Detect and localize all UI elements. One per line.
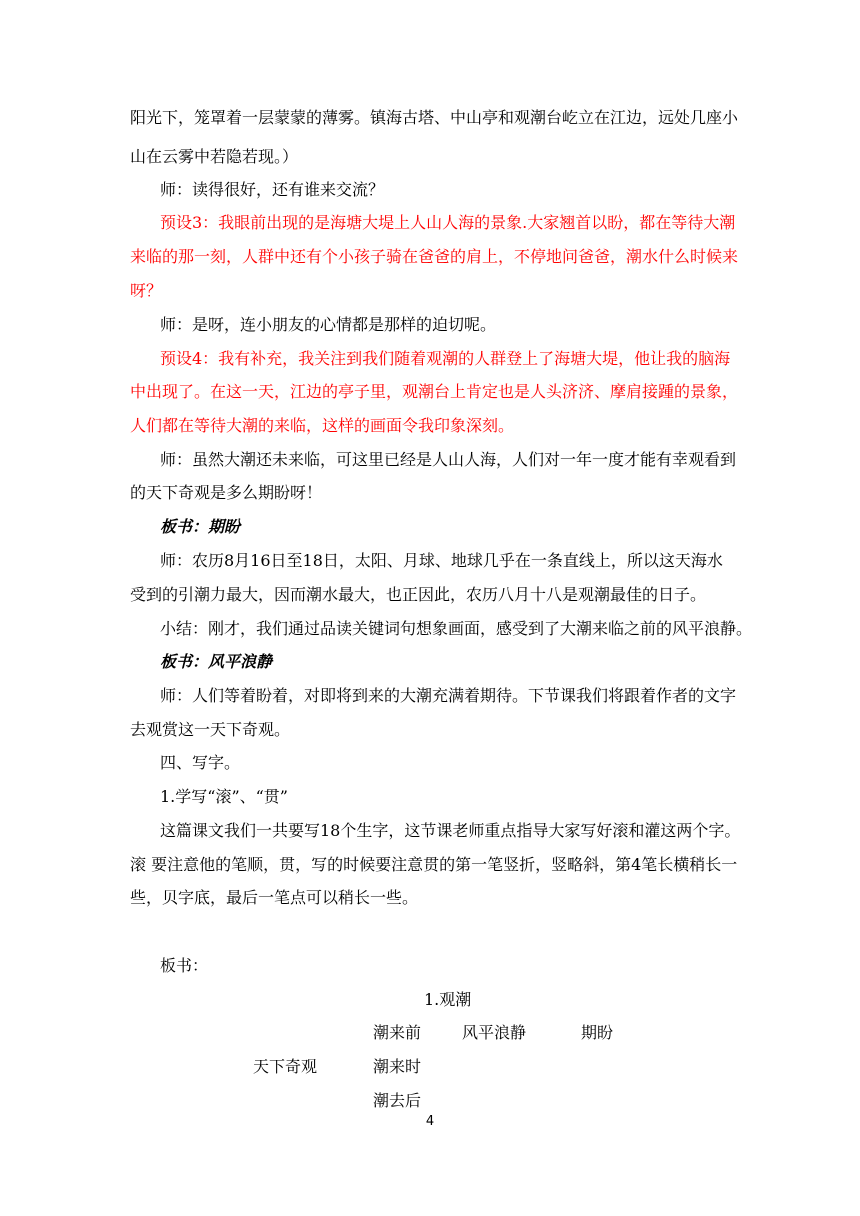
paragraph-line: 些，贝字底，最后一笔点可以稍长一些。 [130, 888, 419, 907]
board-note: 板书：期盼 [160, 517, 241, 536]
paragraph-line: 滚 要注意他的笔顺，贯，写的时候要注意贯的第一笔竖折，竖略斜，第4笔长横稍长一 [130, 855, 738, 874]
paragraph-line: 阳光下，笼罩着一层蒙蒙的薄雾。镇海古塔、中山亭和观潮台屹立在江边，远处几座小 [130, 108, 739, 127]
preset-line: 人们都在等待大潮的来临，这样的画面令我印象深刻。 [130, 416, 515, 435]
paragraph-line: 去观赏这一天下奇观。 [130, 720, 291, 739]
paragraph-line: 小结：刚才，我们通过品读关键词句想象画面，感受到了大潮来临之前的风平浪静。 [160, 619, 753, 638]
blackboard-item-calm: 风平浪静 [462, 1023, 527, 1042]
preset-line: 预设3：我眼前出现的是海塘大堤上人山人海的景象.大家翘首以盼，都在等待大潮 [160, 213, 736, 232]
blackboard-stage-before: 潮来前 [373, 1023, 422, 1042]
blackboard-stage-during: 潮来时 [373, 1057, 422, 1076]
paragraph-line: 师：农历8月16日至18日，太阳、月球、地球几乎在一条直线上，所以这天海水 [160, 551, 723, 570]
subsection-heading: 1.学写“滚”、“贯” [160, 787, 288, 806]
blackboard-label: 板书： [160, 956, 209, 975]
paragraph-line: 这篇课文我们一共要写18个生字，这节课老师重点指导大家写好滚和灌这两个字。 [160, 821, 741, 840]
page-number: 4 [425, 1114, 435, 1129]
preset-line: 呀？ [130, 281, 163, 300]
paragraph-line: 受到的引潮力最大，因而潮水最大，也正因此，农历八月十八是观潮最佳的日子。 [130, 585, 707, 604]
section-heading: 四、写字。 [160, 753, 241, 772]
paragraph-line: 山在云雾中若隐若现。） [130, 147, 299, 166]
paragraph-line: 的天下奇观是多么期盼呀！ [130, 483, 323, 502]
board-note: 板书：风平浪静 [160, 652, 273, 671]
preset-line: 中出现了。在这一天，江边的亭子里，观潮台上肯定也是人头济济、摩肩接踵的景象， [130, 382, 739, 401]
paragraph-line: 师：读得很好，还有谁来交流？ [160, 180, 385, 199]
blackboard-item-anticipation: 期盼 [581, 1023, 614, 1042]
paragraph-line: 师：人们等着盼着，对即将到来的大潮充满着期待。下节课我们将跟着作者的文字 [160, 686, 737, 705]
paragraph-line: 师：虽然大潮还未来临，可这里已经是人山人海，人们对一年一度才能有幸观看到 [160, 450, 737, 469]
preset-line: 来临的那一刻，人群中还有个小孩子骑在爸爸的肩上，不停地问爸爸，潮水什么时候来 [130, 247, 739, 266]
paragraph-line: 师：是呀，连小朋友的心情都是那样的迫切呢。 [160, 315, 497, 334]
blackboard-root: 天下奇观 [253, 1057, 318, 1076]
blackboard-title: 1.观潮 [424, 990, 472, 1009]
blackboard-stage-after: 潮去后 [373, 1091, 422, 1110]
preset-line: 预设4：我有补充，我关注到我们随着观潮的人群登上了海塘大堤，他让我的脑海 [160, 349, 731, 368]
